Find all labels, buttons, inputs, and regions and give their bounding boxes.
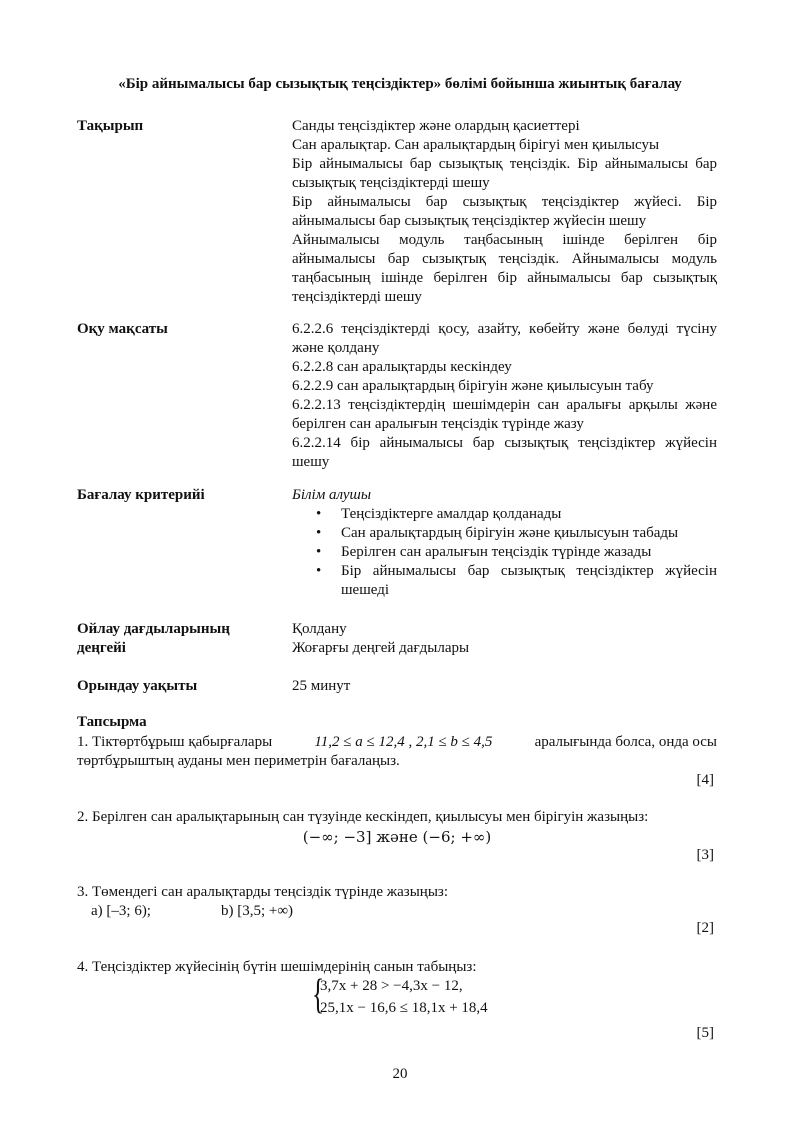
- topic-line: Бір айнымалысы бар сызықтық теңсіздіктер жүйесі. Бір айнымалысы бар сызықтық теңсіздіктер жүйесін шешу: [292, 194, 717, 229]
- topic-line: Сан аралықтар. Сан аралықтардың бірігуі мен қиылысуы: [292, 137, 660, 153]
- bullet-icon: •: [316, 525, 322, 541]
- criteria-item: • Сан аралықтардың бірігуін және қиылысуын табады: [316, 525, 679, 541]
- criteria-value: [292, 486, 717, 600]
- task-1: [77, 733, 717, 771]
- task-1-score: [4]: [696, 772, 714, 788]
- topic-line: Айнымалысы модуль таңбасының ішінде берілген бір айнымалысы бар сызықтық теңсіздік. Айнымалысы модуль таңбасының ішінде берілген бір айнымалысы бар сызықтық теңсіздіктерді шешу: [292, 232, 717, 305]
- inequality-system: [312, 972, 512, 1022]
- criteria-item: • Берілген сан аралығын теңсіздік түрінде жазады: [316, 544, 652, 560]
- task-2-text: 2. Берілген сан аралықтарының сан түзуінде кескіндеп, қиылысуы мен бірігуін жазыңыз:: [77, 809, 649, 825]
- task-3-text: 3. Төмендегі сан аралықтарды теңсіздік түрінде жазыңыз:: [77, 884, 449, 900]
- criteria-item: • Теңсіздіктерге амалдар қолданады: [316, 506, 562, 522]
- task-3-part-a: а) [–3; 6);: [91, 903, 151, 919]
- system-eq-1: 3,7x + 28 > −4,3x − 12,: [320, 978, 463, 994]
- objective-line: 6.2.2.6 теңсіздіктерді қосу, азайту, көбейту және бөлуді түсіну және қолдану: [292, 321, 717, 356]
- task-2-score: [3]: [696, 847, 714, 863]
- brace-icon: {: [312, 972, 325, 1018]
- topic-label: Тақырып: [77, 118, 144, 134]
- topic-line: Бір айнымалысы бар сызықтық теңсіздік. Бір айнымалысы бар сызықтық теңсіздіктерді шешу: [292, 156, 717, 191]
- criteria-subtitle: Білім алушы: [292, 487, 372, 503]
- bullet-icon: •: [316, 544, 322, 560]
- tasks-header: Тапсырма: [77, 714, 147, 730]
- bullet-icon: •: [316, 506, 322, 522]
- task-1-line-1: 1. Тіктөртбұрыш қабырғалары 11,2 ≤ a ≤ 12,4 , 2,1 ≤ b ≤ 4,5 аралығында болса, онда осы: [77, 734, 717, 750]
- objective-line: 6.2.2.8 сан аралықтарды кескіндеу: [292, 359, 512, 375]
- task-4-score: [5]: [696, 1025, 714, 1041]
- objective-line: 6.2.2.9 сан аралықтардың бірігуін және қиылысуын табу: [292, 378, 654, 394]
- task-4-text: 4. Теңсіздіктер жүйесінің бүтін шешімдерінің санын табыңыз:: [77, 959, 477, 975]
- task-1-line-2: төртбұрыштың ауданы мен периметрін бағалаңыз.: [77, 753, 400, 769]
- objectives-label: Оқу мақсаты: [77, 321, 168, 337]
- topic-line: Санды теңсіздіктер және олардың қасиеттері: [292, 118, 580, 134]
- inequality-a: 11,2 ≤ a ≤ 12,4: [314, 734, 405, 750]
- topic-value: [292, 117, 717, 307]
- document-title: «Бір айнымалысы бар сызықтық теңсіздіктер» бөлімі бойынша жиынтық бағалау: [118, 76, 682, 92]
- time-label: Орындау уақыты: [77, 678, 198, 694]
- system-eq-2: 25,1x − 16,6 ≤ 18,1x + 18,4: [320, 1000, 488, 1016]
- criteria-item: • Бір айнымалысы бар сызықтық теңсіздіктер жүйесін шешеді: [316, 563, 717, 598]
- task-3-part-b: b) [3,5; +∞): [221, 903, 294, 919]
- time-value: 25 минут: [292, 678, 351, 694]
- thinking-label: Ойлау дағдыларының деңгейі: [77, 621, 230, 656]
- thinking-value: Қолдану Жоғарғы деңгей дағдылары: [292, 621, 470, 656]
- criteria-label: Бағалау критерийі: [77, 487, 205, 503]
- page-number: 20: [392, 1066, 408, 1082]
- objective-line: 6.2.2.14 бір айнымалысы бар сызықтық теңсіздіктер жүйесін шешу: [292, 435, 717, 470]
- criteria-list: [292, 505, 717, 600]
- task-2-formula: (−∞; −3] және (−6; +∞): [302, 828, 492, 846]
- inequality-b: 2,1 ≤ b ≤ 4,5: [415, 734, 493, 750]
- objectives-value: [292, 320, 717, 472]
- bullet-icon: •: [316, 563, 322, 579]
- objective-line: 6.2.2.13 теңсіздіктердің шешімдерін сан аралығы арқылы және берілген сан аралығын теңсіздік түрінде жазу: [292, 397, 717, 432]
- task-3-score: [2]: [696, 920, 714, 936]
